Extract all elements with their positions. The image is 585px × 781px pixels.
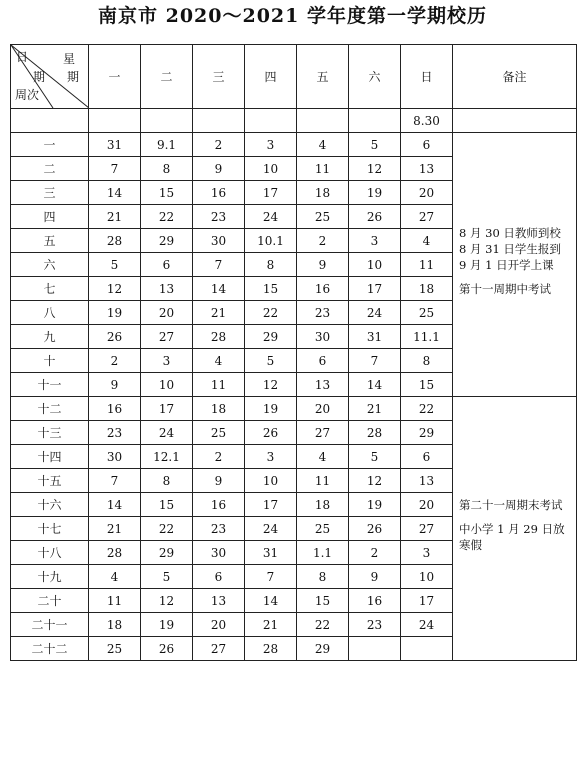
day-header-tue: 二 xyxy=(141,45,193,109)
day-header-sat: 六 xyxy=(349,45,401,109)
date-cell: 23 xyxy=(297,301,349,325)
date-cell: 6 xyxy=(401,133,453,157)
page-title: 南京市 2020～2021 学年度第一学期校历 xyxy=(98,5,487,27)
date-cell: 2 xyxy=(89,349,141,373)
date-cell: 17 xyxy=(141,397,193,421)
date-cell: 23 xyxy=(89,421,141,445)
date-cell: 10 xyxy=(349,253,401,277)
date-cell: 25 xyxy=(401,301,453,325)
date-cell: 24 xyxy=(401,613,453,637)
date-cell: 12.1 xyxy=(141,445,193,469)
day-header-wed: 三 xyxy=(193,45,245,109)
date-cell: 26 xyxy=(245,421,297,445)
date-cell: 3 xyxy=(401,541,453,565)
date-cell: 24 xyxy=(141,421,193,445)
week-row xyxy=(11,397,577,421)
date-cell: 8 xyxy=(141,469,193,493)
date-cell: 11 xyxy=(297,157,349,181)
date-cell: 19 xyxy=(141,613,193,637)
date-cell: 18 xyxy=(297,493,349,517)
date-cell: 9 xyxy=(89,373,141,397)
pre-week-row xyxy=(11,109,577,133)
date-cell: 18 xyxy=(89,613,141,637)
date-cell: 17 xyxy=(349,277,401,301)
date-cell: 28 xyxy=(245,637,297,661)
date-cell: 8 xyxy=(297,565,349,589)
week-label: 六 xyxy=(11,253,89,277)
date-cell: 11 xyxy=(193,373,245,397)
date-cell: 7 xyxy=(245,565,297,589)
date-cell: 12 xyxy=(245,373,297,397)
week-label: 一 xyxy=(11,133,89,157)
week-label: 十七 xyxy=(11,517,89,541)
date-cell: 21 xyxy=(89,205,141,229)
date-cell: 5 xyxy=(245,349,297,373)
corner-label-day: 日 xyxy=(16,50,29,64)
date-cell: 3 xyxy=(349,229,401,253)
date-cell: 10.1 xyxy=(245,229,297,253)
date-cell: 15 xyxy=(141,493,193,517)
date-cell: 4 xyxy=(401,229,453,253)
week-label: 十八 xyxy=(11,541,89,565)
date-cell: 22 xyxy=(401,397,453,421)
date-cell: 16 xyxy=(89,397,141,421)
date-cell xyxy=(349,637,401,661)
date-cell: 28 xyxy=(89,541,141,565)
date-cell: 28 xyxy=(89,229,141,253)
date-cell: 19 xyxy=(349,181,401,205)
date-cell: 26 xyxy=(141,637,193,661)
date-cell: 19 xyxy=(349,493,401,517)
date-cell: 8 xyxy=(245,253,297,277)
date-cell: 23 xyxy=(193,205,245,229)
date-cell xyxy=(141,109,193,133)
remarks-header: 备注 xyxy=(453,45,577,109)
date-cell: 17 xyxy=(245,493,297,517)
date-cell: 5 xyxy=(141,565,193,589)
date-cell: 20 xyxy=(401,181,453,205)
remarks-cell-empty xyxy=(453,109,577,133)
date-cell: 23 xyxy=(193,517,245,541)
date-cell: 30 xyxy=(89,445,141,469)
date-cell: 31 xyxy=(245,541,297,565)
date-cell: 29 xyxy=(141,541,193,565)
date-cell: 27 xyxy=(401,205,453,229)
date-cell: 13 xyxy=(401,157,453,181)
date-cell: 6 xyxy=(401,445,453,469)
date-cell: 5 xyxy=(89,253,141,277)
date-cell: 3 xyxy=(245,133,297,157)
date-cell: 8 xyxy=(141,157,193,181)
date-cell: 29 xyxy=(401,421,453,445)
date-cell: 25 xyxy=(89,637,141,661)
date-cell: 23 xyxy=(349,613,401,637)
date-cell: 25 xyxy=(297,205,349,229)
date-cell: 22 xyxy=(245,301,297,325)
date-cell: 5 xyxy=(349,445,401,469)
date-cell: 14 xyxy=(245,589,297,613)
date-cell: 16 xyxy=(297,277,349,301)
date-cell: 28 xyxy=(193,325,245,349)
date-cell: 6 xyxy=(141,253,193,277)
date-cell: 5 xyxy=(349,133,401,157)
date-cell: 20 xyxy=(297,397,349,421)
date-cell: 9 xyxy=(349,565,401,589)
date-cell: 25 xyxy=(193,421,245,445)
week-row xyxy=(11,133,577,157)
date-cell: 21 xyxy=(89,517,141,541)
week-label: 三 xyxy=(11,181,89,205)
date-cell: 28 xyxy=(349,421,401,445)
week-label: 十九 xyxy=(11,565,89,589)
date-cell: 13 xyxy=(297,373,349,397)
date-cell: 9.1 xyxy=(141,133,193,157)
date-cell: 4 xyxy=(89,565,141,589)
date-cell: 12 xyxy=(349,157,401,181)
remark-line: 8 月 30 日教师到校 xyxy=(459,225,561,240)
date-cell: 9 xyxy=(297,253,349,277)
date-cell: 3 xyxy=(141,349,193,373)
date-cell: 11 xyxy=(89,589,141,613)
week-label: 十四 xyxy=(11,445,89,469)
date-cell xyxy=(297,109,349,133)
date-cell: 2 xyxy=(297,229,349,253)
date-cell: 19 xyxy=(245,397,297,421)
date-cell: 4 xyxy=(297,133,349,157)
date-cell: 10 xyxy=(245,469,297,493)
date-cell: 22 xyxy=(141,517,193,541)
date-cell: 10 xyxy=(401,565,453,589)
date-cell: 6 xyxy=(297,349,349,373)
date-cell: 7 xyxy=(89,157,141,181)
date-cell: 15 xyxy=(401,373,453,397)
week-label: 二十一 xyxy=(11,613,89,637)
date-cell: 12 xyxy=(141,589,193,613)
date-cell: 9 xyxy=(193,469,245,493)
date-cell: 13 xyxy=(193,589,245,613)
date-cell: 27 xyxy=(193,637,245,661)
week-label: 二 xyxy=(11,157,89,181)
date-cell: 11 xyxy=(401,253,453,277)
date-cell: 26 xyxy=(89,325,141,349)
remark-line: 9 月 1 日开学上课 xyxy=(459,257,554,272)
date-cell: 21 xyxy=(245,613,297,637)
date-cell xyxy=(349,109,401,133)
date-cell: 6 xyxy=(193,565,245,589)
date-cell: 17 xyxy=(245,181,297,205)
date-cell: 17 xyxy=(401,589,453,613)
remarks-top-cell xyxy=(453,133,577,397)
date-cell: 9 xyxy=(193,157,245,181)
date-cell: 2 xyxy=(349,541,401,565)
corner-label-xing: 星 xyxy=(63,52,76,66)
date-cell: 13 xyxy=(141,277,193,301)
date-cell: 30 xyxy=(297,325,349,349)
day-header-thu: 四 xyxy=(245,45,297,109)
date-cell: 14 xyxy=(89,493,141,517)
date-cell: 8 xyxy=(401,349,453,373)
date-cell: 31 xyxy=(89,133,141,157)
date-cell: 4 xyxy=(297,445,349,469)
week-label: 四 xyxy=(11,205,89,229)
date-cell xyxy=(401,637,453,661)
date-cell: 11 xyxy=(297,469,349,493)
date-cell: 12 xyxy=(349,469,401,493)
date-cell: 7 xyxy=(193,253,245,277)
date-cell: 30 xyxy=(193,229,245,253)
date-cell: 14 xyxy=(193,277,245,301)
week-label: 七 xyxy=(11,277,89,301)
date-cell: 10 xyxy=(141,373,193,397)
week-label: 八 xyxy=(11,301,89,325)
date-cell: 18 xyxy=(401,277,453,301)
remarks-bottom-cell xyxy=(453,397,577,661)
date-cell xyxy=(193,109,245,133)
date-cell: 7 xyxy=(89,469,141,493)
date-cell: 2 xyxy=(193,445,245,469)
date-cell: 27 xyxy=(297,421,349,445)
date-cell: 14 xyxy=(349,373,401,397)
week-label: 二十二 xyxy=(11,637,89,661)
date-cell: 16 xyxy=(193,181,245,205)
date-cell: 26 xyxy=(349,205,401,229)
date-cell: 24 xyxy=(349,301,401,325)
week-label: 十六 xyxy=(11,493,89,517)
date-cell: 18 xyxy=(297,181,349,205)
date-cell: 20 xyxy=(141,301,193,325)
date-cell: 12 xyxy=(89,277,141,301)
week-label-cell xyxy=(11,109,89,133)
date-cell: 8.30 xyxy=(401,109,453,133)
date-cell: 15 xyxy=(297,589,349,613)
date-cell: 27 xyxy=(401,517,453,541)
day-header-fri: 五 xyxy=(297,45,349,109)
date-cell: 21 xyxy=(193,301,245,325)
date-cell: 7 xyxy=(349,349,401,373)
corner-header-cell xyxy=(11,45,89,109)
date-cell xyxy=(89,109,141,133)
date-cell: 13 xyxy=(401,469,453,493)
date-cell: 29 xyxy=(141,229,193,253)
school-calendar-table xyxy=(10,44,577,661)
date-cell: 15 xyxy=(141,181,193,205)
week-label: 十五 xyxy=(11,469,89,493)
week-label: 十二 xyxy=(11,397,89,421)
date-cell: 10 xyxy=(245,157,297,181)
week-label: 十 xyxy=(11,349,89,373)
date-cell: 24 xyxy=(245,205,297,229)
date-cell: 4 xyxy=(193,349,245,373)
date-cell: 30 xyxy=(193,541,245,565)
date-cell: 29 xyxy=(297,637,349,661)
date-cell: 22 xyxy=(297,613,349,637)
date-cell: 31 xyxy=(349,325,401,349)
remark-line: 8 月 31 日学生报到 xyxy=(459,241,561,256)
date-cell: 21 xyxy=(349,397,401,421)
date-cell: 26 xyxy=(349,517,401,541)
remark-line: 第十一周期中考试 xyxy=(459,281,551,296)
date-cell: 16 xyxy=(349,589,401,613)
date-cell: 22 xyxy=(141,205,193,229)
date-cell: 18 xyxy=(193,397,245,421)
date-cell: 16 xyxy=(193,493,245,517)
date-cell: 20 xyxy=(193,613,245,637)
date-cell: 29 xyxy=(245,325,297,349)
remark-line: 中小学 1 月 29 日放寒假 xyxy=(459,521,565,552)
date-cell: 14 xyxy=(89,181,141,205)
date-cell: 24 xyxy=(245,517,297,541)
day-header-sun: 日 xyxy=(401,45,453,109)
date-cell: 27 xyxy=(141,325,193,349)
date-cell: 19 xyxy=(89,301,141,325)
week-label: 十三 xyxy=(11,421,89,445)
day-header-mon: 一 xyxy=(89,45,141,109)
date-cell xyxy=(245,109,297,133)
date-cell: 20 xyxy=(401,493,453,517)
header-row xyxy=(11,45,577,109)
week-label: 十一 xyxy=(11,373,89,397)
date-cell: 1.1 xyxy=(297,541,349,565)
corner-label-qi-right: 期 xyxy=(67,70,80,84)
date-cell: 11.1 xyxy=(401,325,453,349)
date-cell: 3 xyxy=(245,445,297,469)
week-label: 五 xyxy=(11,229,89,253)
corner-label-week: 周次 xyxy=(15,88,40,102)
week-label: 二十 xyxy=(11,589,89,613)
week-label: 九 xyxy=(11,325,89,349)
date-cell: 25 xyxy=(297,517,349,541)
remark-line: 第二十一周期末考试 xyxy=(459,497,563,512)
date-cell: 2 xyxy=(193,133,245,157)
date-cell: 15 xyxy=(245,277,297,301)
corner-label-qi-left: 期 xyxy=(33,70,46,84)
